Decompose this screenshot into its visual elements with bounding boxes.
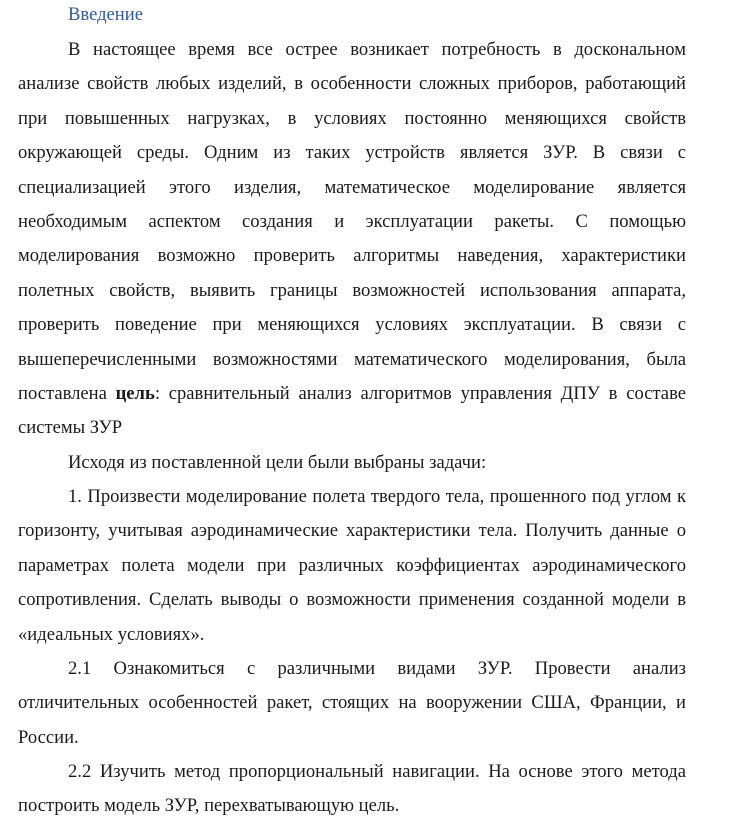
paragraph-task-2-2: 2.2 Изучить метод пропорциональный навигации. На основе этого метода построить модель ЗУР, перехватывающую цель. (18, 761, 686, 817)
bold-term-goal: цель (115, 383, 155, 405)
paragraph-task-1: 1. Произвести моделирование полета твердого тела, прошенного под углом к горизонту, учитывая аэродинамические характеристики тела. Получить данные о параметрах полета модели при различных коэффициентах аэродинамического сопротивления. Сделать выводы о возможности применения созданной модели в «идеальных условиях». (18, 486, 686, 645)
paragraph-introduction (18, 33, 686, 446)
paragraph-introduction-text: В настоящее время все острее возникает потребность в доскональном анализе свойств любых изделий, в особенности сложных приборов, работающий при повышенных нагрузках, в условиях постоянно меняющихся свойств окружающей среды. Одним из таких устройств является ЗУР. В связи с специализацией этого изделия, математическое моделирование является необходимым аспектом создания и эксплуатации ракеты. С помощью моделирования возможно проверить алгоритмы наведения, характеристики полетных свойств, выявить границы возможностей использования аппарата, проверить поведение при меняющихся условиях эксплуатации. В связи с вышеперечисленными возможностями математического моделирования, была поставлена (18, 39, 686, 405)
section-heading: Введение (68, 4, 143, 25)
paragraph-task-2-1: 2.1 Ознакомиться с различными видами ЗУР. Провести анализ отличительных особенностей ракет, стоящих на вооружении США, Франции, и России. (18, 658, 686, 748)
paragraph-introduction-ending: : сравнительный анализ алгоритмов управления ДПУ в составе системы ЗУР (18, 383, 686, 439)
paragraph-tasks-intro: Исходя из поставленной цели были выбраны задачи: (68, 452, 487, 473)
